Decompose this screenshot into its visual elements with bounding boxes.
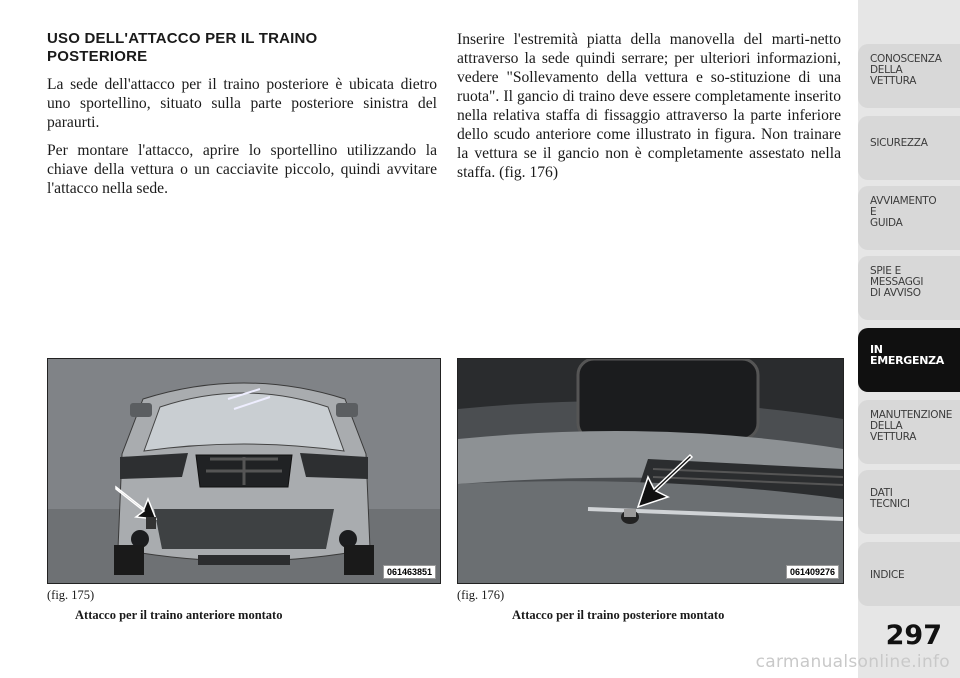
page-number: 297 <box>885 620 942 651</box>
tab-manutenzione-della-vettura[interactable] <box>858 400 960 464</box>
tab-label-line: VETTURA <box>870 431 917 443</box>
tab-label-line: GUIDA <box>870 217 903 229</box>
figure-code: 061463851 <box>383 565 436 579</box>
figure-176-caption: Attacco per il traino posteriore montato <box>512 608 725 622</box>
tab-label-line: IN <box>870 343 883 356</box>
tab-label-line: TECNICI <box>870 498 910 510</box>
section-heading <box>47 30 437 66</box>
tab-label-line: MESSAGGI <box>870 276 924 288</box>
tab-label-line: CONOSCENZA <box>870 53 942 65</box>
left-paragraph-2: Per montare l'attacco, aprire lo sportellino utilizzando la chiave della vettura o un cacciavite piccolo, quindi avvitare l'attacco nella sede. <box>47 142 437 197</box>
figure-176-rear-tow-hook <box>457 358 844 584</box>
tab-label-line: SPIE E <box>870 265 901 277</box>
bumper-closeup-illustration <box>458 359 843 583</box>
tab-label-line: EMERGENZA <box>870 354 944 367</box>
tab-indice[interactable] <box>858 542 960 606</box>
tab-label-line: DATI <box>870 487 893 499</box>
tab-label-line: INDICE <box>870 569 905 581</box>
tab-label-line: VETTURA <box>870 75 917 87</box>
figure-175-ref: (fig. 175) <box>47 588 95 602</box>
tab-label-line: DI AVVISO <box>870 287 921 299</box>
heading-line-1: USO DELL'ATTACCO PER IL TRAINO <box>47 30 318 47</box>
left-paragraph-1: La sede dell'attacco per il traino posteriore è ubicata dietro uno sportellino, situato sulla parte posteriore sinistra del paraurti. <box>47 76 437 131</box>
chapter-sidebar <box>858 0 960 678</box>
tab-dati-tecnici[interactable] <box>858 470 960 534</box>
figure-175-caption: Attacco per il traino anteriore montato <box>75 608 283 622</box>
figure-175-front-tow-hook <box>47 358 441 584</box>
tab-label-line: MANUTENZIONE <box>870 409 953 421</box>
figure-code: 061409276 <box>786 565 839 579</box>
watermark-text: carmanualsonline.info <box>755 652 950 672</box>
tab-avviamento-e-guida[interactable] <box>858 186 960 250</box>
right-column <box>457 30 841 191</box>
tab-conoscenza-della-vettura[interactable] <box>858 44 960 108</box>
tab-label-line: SICUREZZA <box>870 137 928 149</box>
left-column <box>47 30 437 207</box>
tab-in-emergenza[interactable] <box>858 328 960 392</box>
tab-label-line: DELLA <box>870 64 903 76</box>
tab-label-line: E <box>870 206 877 218</box>
car-front-illustration <box>48 359 440 583</box>
tab-sicurezza[interactable] <box>858 116 960 180</box>
figure-176-ref: (fig. 176) <box>457 588 505 602</box>
heading-line-2: POSTERIORE <box>47 48 148 65</box>
tab-label-line: AVVIAMENTO <box>870 195 937 207</box>
right-paragraph-1: Inserire l'estremità piatta della manovella del marti-netto attraverso la sede quindi serrare; per ulteriori informazioni, vedere "Sollevamento della vettura e so-stituzione di una ruota". Il gancio di traino deve essere completamente inserito nella relativa staffa di fissaggio attraverso la parte inferiore dello scudo anteriore come illustrato in figura. Non trainare la vettura se il gancio non è completamente assestato nella staffa. (fig. 176) <box>457 31 841 181</box>
tab-label-line: DELLA <box>870 420 903 432</box>
tab-spie-e-messaggi-di-avviso[interactable] <box>858 256 960 320</box>
